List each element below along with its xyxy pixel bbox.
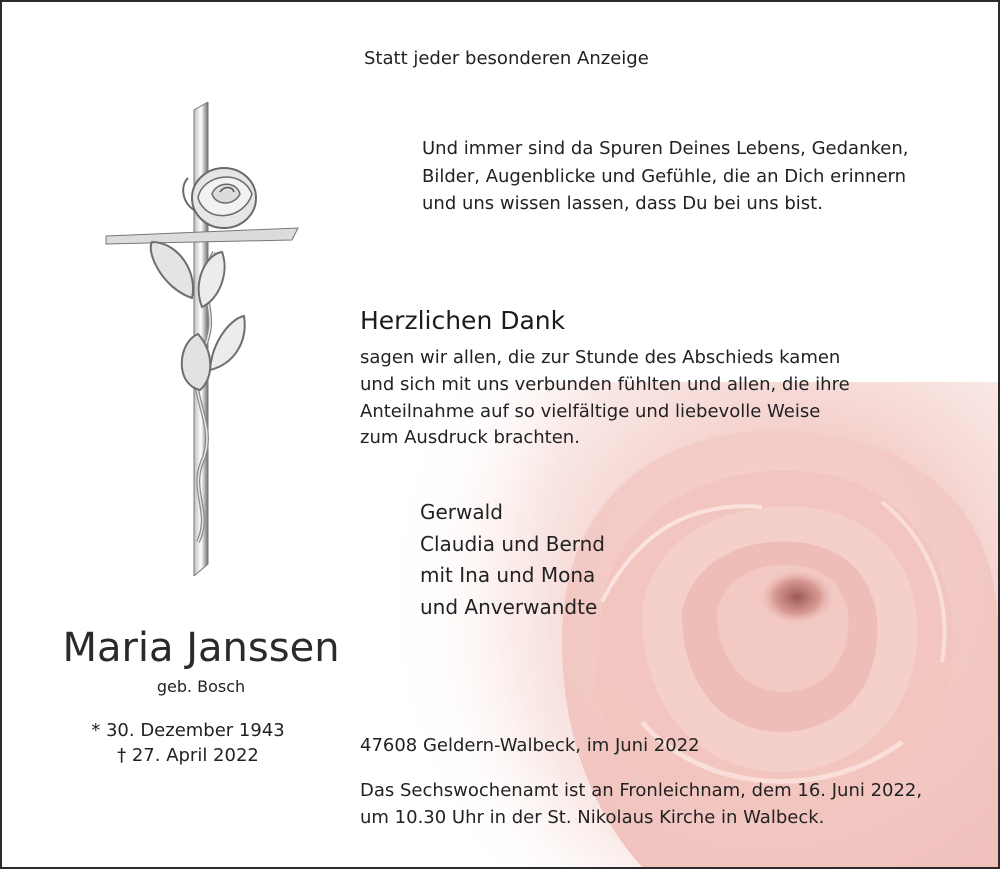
signer: und Anverwandte [420, 594, 598, 619]
birth-name: geb. Bosch [156, 677, 246, 696]
verse-line: Bilder, Augenblicke und Gefühle, die an Dich erinnern [422, 165, 907, 187]
thanks-body [360, 345, 850, 452]
thanks-line: zum Ausdruck brachten. [360, 427, 580, 449]
cross-with-rose-icon [102, 102, 302, 576]
header-note: Statt jeder besonderen Anzeige [364, 48, 649, 69]
service-info [360, 777, 922, 831]
verse-line: und uns wissen lassen, dass Du bei uns bist. [422, 193, 823, 214]
deceased-name: Maria Janssen [62, 625, 340, 671]
signers [420, 497, 605, 623]
service-line: um 10.30 Uhr in der St. Nikolaus Kirche in Walbeck. [360, 807, 825, 828]
thanks-line: sagen wir allen, die zur Stunde des Abschieds kamen [360, 347, 841, 368]
thanks-title: Herzlichen Dank [360, 306, 566, 335]
thanks-line: Anteilnahme auf so vielfältige und liebevolle Weise [360, 400, 821, 422]
birth-date: * 30. Dezember 1943 [91, 720, 285, 741]
signer: mit Ina und Mona [420, 563, 596, 587]
death-date: † 27. April 2022 [117, 745, 259, 766]
thanks-line: und sich mit uns verbunden fühlten und allen, die ihre [360, 373, 850, 395]
place-date: 47608 Geldern-Walbeck, im Juni 2022 [360, 735, 700, 756]
signer: Claudia und Bernd [420, 531, 605, 556]
verse-line: Und immer sind da Spuren Deines Lebens, Gedanken, [422, 138, 909, 159]
verse [422, 135, 908, 218]
life-dates [2, 718, 374, 768]
service-line: Das Sechswochenamt ist an Fronleichnam, dem 16. Juni 2022, [360, 780, 923, 801]
signer: Gerwald [420, 500, 503, 524]
